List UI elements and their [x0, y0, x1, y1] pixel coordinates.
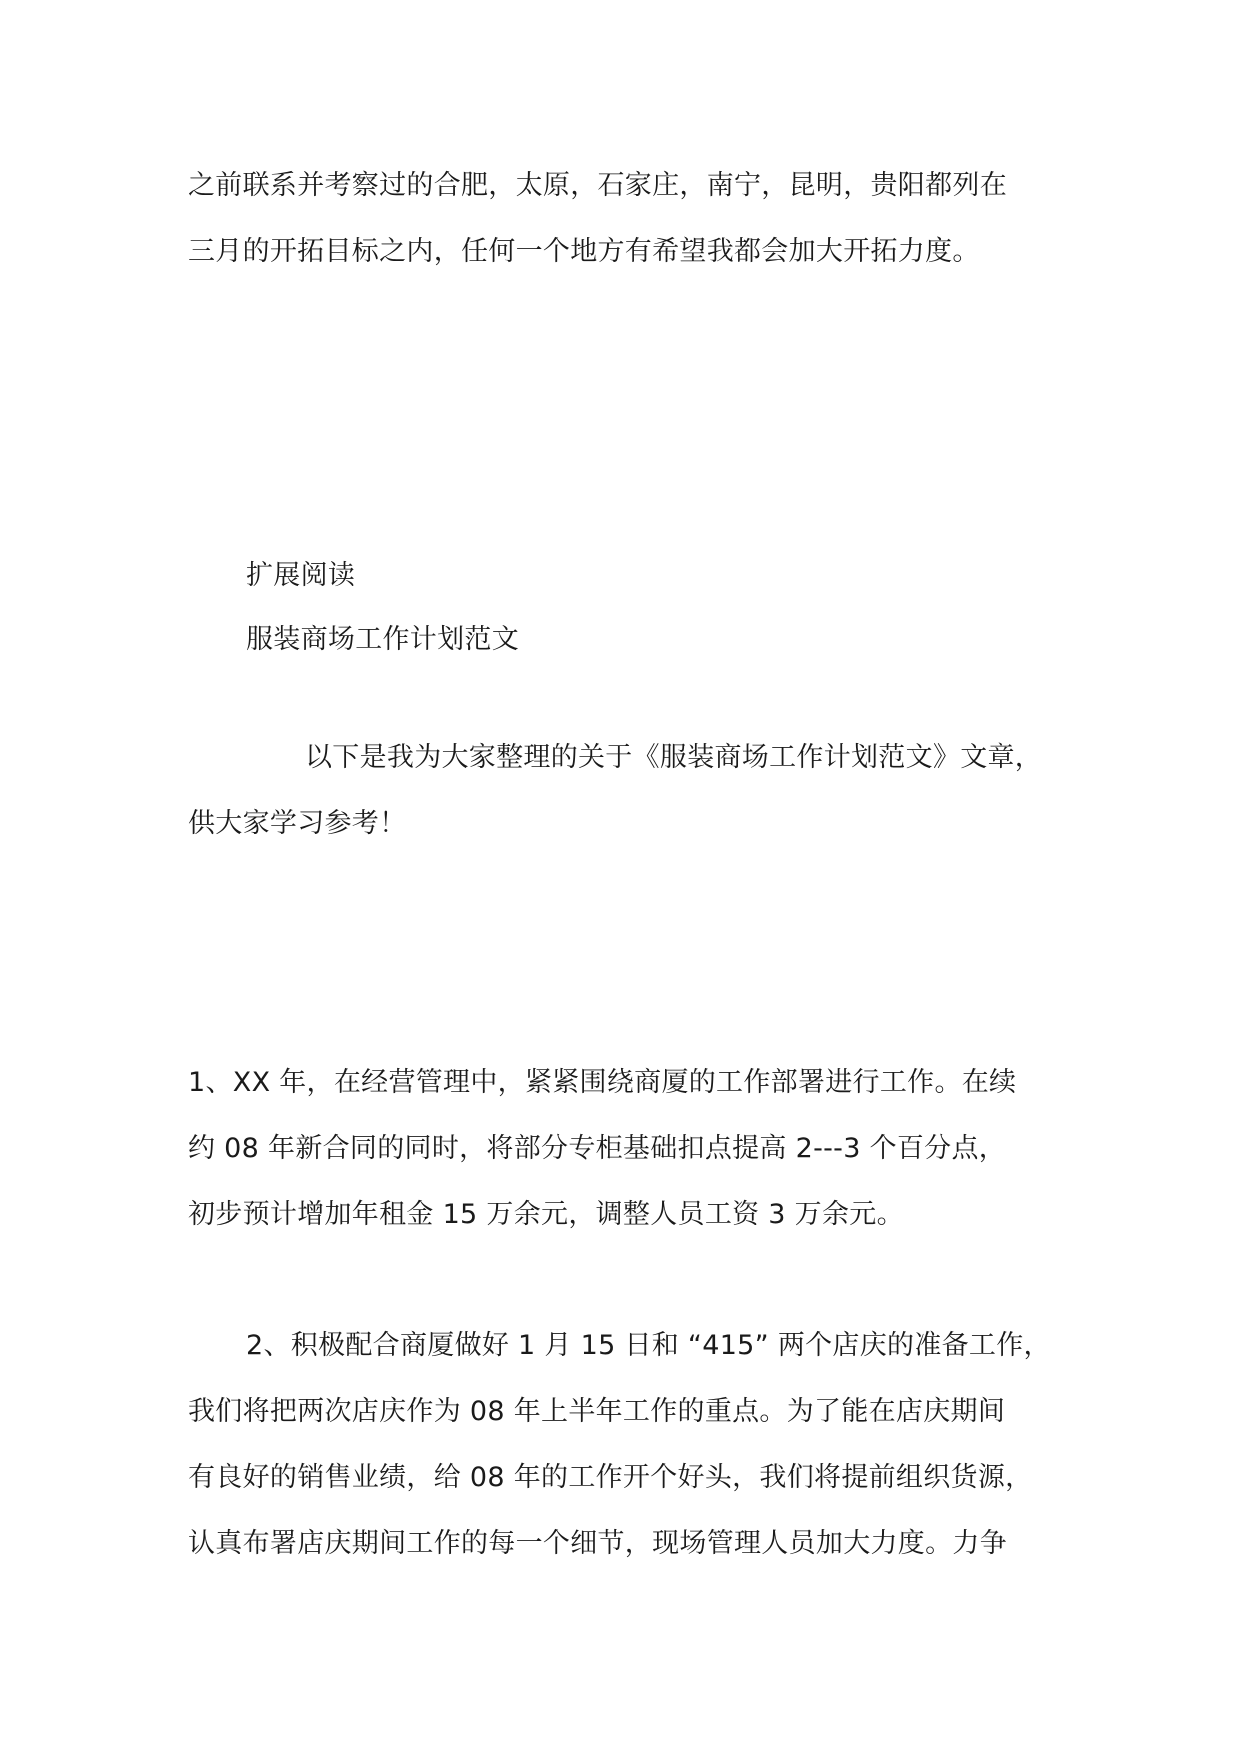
intro-line: 以下是我为大家整理的关于《服装商场工作计划范文》文章，: [305, 742, 1043, 773]
item-1-line: 约 08 年新合同的同时，将部分专柜基础扣点提高 2---3 个百分点，: [188, 1133, 1007, 1164]
item-1-line: 初步预计增加年租金 15 万余元，调整人员工资 3 万余元。: [188, 1199, 904, 1230]
intro-line: 供大家学习参考！: [188, 808, 407, 839]
item-2-line: 认真布署店庆期间工作的每一个细节，现场管理人员加大力度。力争: [188, 1528, 1007, 1559]
item-1-line: 1、XX 年，在经营管理中，紧紧围绕商厦的工作部署进行工作。在续: [188, 1067, 1017, 1098]
item-2-line: 我们将把两次店庆作为 08 年上半年工作的重点。为了能在店庆期间: [188, 1396, 1006, 1427]
item-2-line: 2、积极配合商厦做好 1 月 15 日和 “415” 两个店庆的准备工作，: [246, 1330, 1051, 1361]
paragraph-line: 三月的开拓目标之内，任何一个地方有希望我都会加大开拓力度。: [188, 236, 980, 267]
paragraph-line: 之前联系并考察过的合肥，太原，石家庄，南宁，昆明，贵阳都列在: [188, 170, 1007, 201]
item-2-line: 有良好的销售业绩，给 08 年的工作开个好头，我们将提前组织货源，: [188, 1462, 1033, 1493]
extended-reading-label: 扩展阅读: [246, 560, 356, 591]
article-title: 服装商场工作计划范文: [246, 624, 519, 655]
